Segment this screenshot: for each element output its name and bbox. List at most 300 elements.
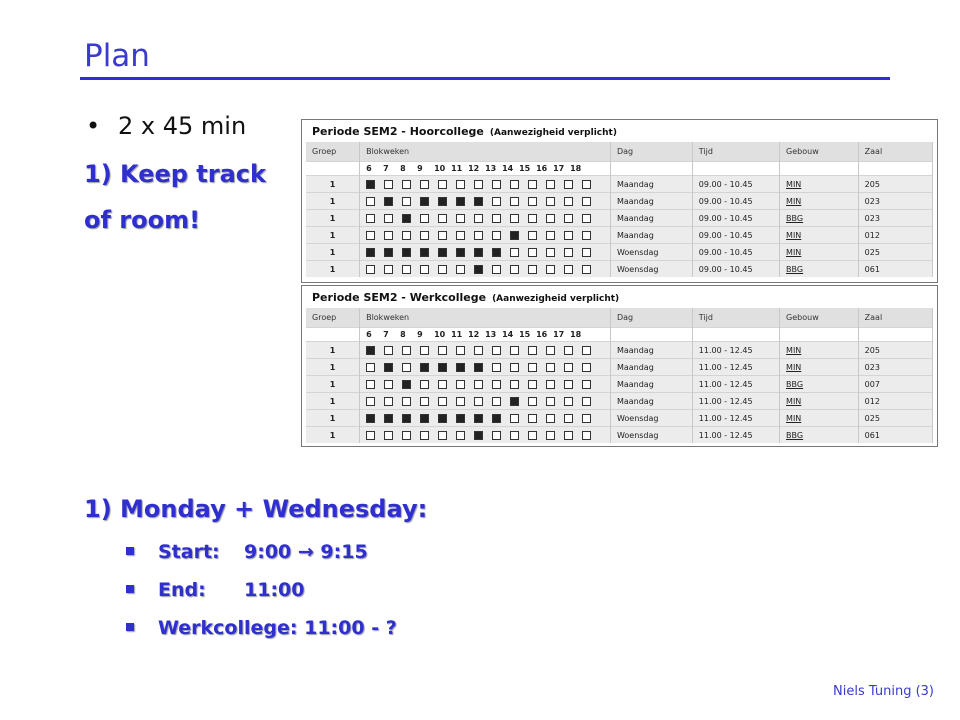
table-row	[306, 193, 933, 210]
week-checkbox[interactable]	[582, 346, 591, 355]
week-checkboxes	[360, 176, 611, 193]
week-checkbox[interactable]	[546, 414, 555, 423]
week-checkbox[interactable]	[582, 397, 591, 406]
table-row	[306, 176, 933, 193]
gebouw-cell[interactable]: BBG	[780, 376, 859, 393]
week-checkbox[interactable]	[510, 346, 519, 355]
sub-item-value: 11:00	[244, 579, 305, 601]
week-checkbox[interactable]	[402, 197, 411, 206]
column-header: Groep	[306, 308, 360, 328]
week-checkbox[interactable]	[528, 380, 537, 389]
week-checkbox[interactable]	[402, 397, 411, 406]
week-checkbox[interactable]	[402, 431, 411, 440]
week-checkbox[interactable]	[420, 346, 429, 355]
table-row	[306, 359, 933, 376]
week-checkboxes	[360, 193, 611, 210]
week-checkbox[interactable]	[456, 414, 465, 423]
week-checkbox[interactable]	[384, 380, 393, 389]
week-checkbox[interactable]	[510, 197, 519, 206]
week-checkbox[interactable]	[492, 231, 501, 240]
week-number: 9	[417, 164, 423, 173]
dag-cell: Maandag	[610, 376, 692, 393]
week-checkboxes	[360, 393, 611, 410]
week-checkbox[interactable]	[366, 431, 375, 440]
week-checkbox[interactable]	[366, 397, 375, 406]
week-number: 14	[502, 164, 514, 173]
week-checkbox[interactable]	[402, 380, 411, 389]
week-checkbox[interactable]	[528, 214, 537, 223]
group-cell: 1	[306, 244, 360, 261]
group-cell: 1	[306, 427, 360, 444]
week-checkbox[interactable]	[528, 397, 537, 406]
column-header: Blokweken	[360, 308, 611, 328]
table-heading-text: Periode SEM2 - Werkcollege	[312, 291, 487, 304]
table-row	[306, 427, 933, 444]
table-row	[306, 342, 933, 359]
weeks-spacer	[610, 162, 692, 176]
group-cell: 1	[306, 393, 360, 410]
header-row	[306, 142, 933, 162]
sub-item-value: Werkcollege: 11:00 - ?	[158, 617, 397, 639]
week-checkbox[interactable]	[582, 180, 591, 189]
week-checkbox[interactable]	[510, 380, 519, 389]
footer-author-page: Niels Tuning (3)	[833, 684, 934, 699]
week-checkbox[interactable]	[456, 363, 465, 372]
week-checkbox[interactable]	[582, 363, 591, 372]
week-checkbox[interactable]	[474, 346, 483, 355]
gebouw-cell[interactable]: MIN	[780, 227, 859, 244]
week-checkboxes	[360, 244, 611, 261]
sub-item-start	[126, 541, 368, 563]
weeks-spacer	[692, 328, 779, 342]
week-checkbox[interactable]	[456, 346, 465, 355]
dag-cell: Woensdag	[610, 427, 692, 444]
tijd-cell: 09.00 - 10.45	[692, 261, 779, 278]
week-checkbox[interactable]	[528, 180, 537, 189]
week-number: 6	[366, 164, 372, 173]
week-checkbox[interactable]	[420, 180, 429, 189]
week-checkbox[interactable]	[510, 248, 519, 257]
dag-cell: Maandag	[610, 342, 692, 359]
gebouw-cell[interactable]: MIN	[780, 359, 859, 376]
week-checkbox[interactable]	[528, 346, 537, 355]
week-checkbox[interactable]	[474, 214, 483, 223]
weeks-row	[306, 328, 933, 342]
column-header: Zaal	[858, 308, 932, 328]
week-checkbox[interactable]	[528, 363, 537, 372]
sub-item-key: Start:	[158, 541, 220, 563]
schedule-table-werkcollege	[306, 290, 933, 442]
week-checkbox[interactable]	[438, 231, 447, 240]
week-checkbox[interactable]	[456, 265, 465, 274]
week-checkbox[interactable]	[510, 265, 519, 274]
column-header: Tijd	[692, 142, 779, 162]
schedule-panel-hoorcollege	[301, 119, 938, 283]
table-heading	[306, 124, 933, 142]
week-number: 15	[519, 164, 531, 173]
week-checkbox[interactable]	[492, 363, 501, 372]
week-number: 13	[485, 164, 497, 173]
gebouw-cell[interactable]: MIN	[780, 393, 859, 410]
zaal-cell: 007	[858, 376, 932, 393]
week-checkbox[interactable]	[384, 414, 393, 423]
week-checkbox[interactable]	[492, 248, 501, 257]
week-checkbox[interactable]	[546, 231, 555, 240]
week-checkbox[interactable]	[456, 397, 465, 406]
weeks-spacer	[858, 162, 932, 176]
tijd-cell: 09.00 - 10.45	[692, 193, 779, 210]
tijd-cell: 11.00 - 12.45	[692, 427, 779, 444]
week-checkbox[interactable]	[510, 431, 519, 440]
dag-cell: Maandag	[610, 393, 692, 410]
week-checkbox[interactable]	[384, 180, 393, 189]
week-checkbox[interactable]	[474, 231, 483, 240]
week-checkbox[interactable]	[492, 197, 501, 206]
week-checkbox[interactable]	[546, 363, 555, 372]
week-checkbox[interactable]	[564, 265, 573, 274]
week-checkbox[interactable]	[384, 397, 393, 406]
week-checkbox[interactable]	[420, 363, 429, 372]
week-checkbox[interactable]	[420, 214, 429, 223]
week-checkbox[interactable]	[420, 231, 429, 240]
week-checkbox[interactable]	[456, 380, 465, 389]
week-checkboxes	[360, 359, 611, 376]
week-checkbox[interactable]	[420, 248, 429, 257]
group-cell: 1	[306, 210, 360, 227]
gebouw-cell[interactable]: MIN	[780, 342, 859, 359]
gebouw-cell[interactable]: BBG	[780, 427, 859, 444]
week-numbers	[360, 162, 611, 176]
week-checkbox[interactable]	[384, 363, 393, 372]
week-checkbox[interactable]	[474, 431, 483, 440]
sub-item-end	[126, 579, 304, 601]
week-numbers	[360, 328, 611, 342]
week-checkbox[interactable]	[474, 380, 483, 389]
week-number: 17	[553, 330, 565, 339]
week-number: 12	[468, 330, 480, 339]
zaal-cell: 025	[858, 410, 932, 427]
week-checkbox[interactable]	[564, 248, 573, 257]
week-checkbox[interactable]	[492, 414, 501, 423]
week-checkbox[interactable]	[564, 214, 573, 223]
week-number: 18	[570, 164, 582, 173]
zaal-cell: 205	[858, 176, 932, 193]
week-checkbox[interactable]	[438, 197, 447, 206]
week-checkbox[interactable]	[402, 265, 411, 274]
week-checkboxes	[360, 227, 611, 244]
zaal-cell: 025	[858, 244, 932, 261]
week-checkbox[interactable]	[474, 180, 483, 189]
tijd-cell: 09.00 - 10.45	[692, 176, 779, 193]
week-checkbox[interactable]	[564, 180, 573, 189]
week-checkbox[interactable]	[492, 265, 501, 274]
week-checkbox[interactable]	[438, 431, 447, 440]
week-number: 18	[570, 330, 582, 339]
week-checkbox[interactable]	[420, 380, 429, 389]
weeks-spacer	[858, 328, 932, 342]
week-checkbox[interactable]	[456, 197, 465, 206]
week-checkbox[interactable]	[366, 214, 375, 223]
week-checkbox[interactable]	[366, 248, 375, 257]
week-checkbox[interactable]	[564, 197, 573, 206]
week-checkbox[interactable]	[384, 197, 393, 206]
column-header: Blokweken	[360, 142, 611, 162]
column-header: Tijd	[692, 308, 779, 328]
week-checkbox[interactable]	[546, 397, 555, 406]
week-checkbox[interactable]	[384, 346, 393, 355]
group-cell: 1	[306, 193, 360, 210]
week-checkbox[interactable]	[420, 397, 429, 406]
week-checkbox[interactable]	[366, 180, 375, 189]
week-checkboxes	[360, 261, 611, 278]
week-checkbox[interactable]	[492, 431, 501, 440]
week-number: 12	[468, 164, 480, 173]
week-checkbox[interactable]	[438, 363, 447, 372]
tijd-cell: 11.00 - 12.45	[692, 393, 779, 410]
column-header: Zaal	[858, 142, 932, 162]
week-checkbox[interactable]	[510, 180, 519, 189]
week-checkbox[interactable]	[546, 248, 555, 257]
weeks-spacer	[780, 162, 859, 176]
schedule-panel-werkcollege	[301, 285, 938, 447]
gebouw-cell[interactable]: MIN	[780, 410, 859, 427]
week-checkboxes	[360, 210, 611, 227]
group-cell: 1	[306, 410, 360, 427]
week-checkbox[interactable]	[474, 265, 483, 274]
week-checkbox[interactable]	[528, 265, 537, 274]
week-checkbox[interactable]	[384, 214, 393, 223]
week-checkbox[interactable]	[366, 346, 375, 355]
week-checkbox[interactable]	[438, 180, 447, 189]
weeks-row	[306, 162, 933, 176]
week-checkbox[interactable]	[546, 197, 555, 206]
schedule-grid	[306, 308, 933, 443]
week-checkbox[interactable]	[438, 380, 447, 389]
week-checkbox[interactable]	[492, 346, 501, 355]
week-checkbox[interactable]	[456, 431, 465, 440]
bullet-dot: •	[86, 112, 101, 140]
week-checkbox[interactable]	[402, 180, 411, 189]
week-checkbox[interactable]	[438, 248, 447, 257]
column-header: Gebouw	[780, 308, 859, 328]
table-row	[306, 376, 933, 393]
week-checkbox[interactable]	[456, 231, 465, 240]
week-number: 10	[434, 330, 446, 339]
week-checkbox[interactable]	[402, 346, 411, 355]
attendance-note: (Aanwezigheid verplicht)	[492, 294, 620, 304]
week-number: 7	[383, 330, 389, 339]
table-row	[306, 210, 933, 227]
week-checkbox[interactable]	[546, 346, 555, 355]
week-checkbox[interactable]	[510, 214, 519, 223]
week-checkbox[interactable]	[438, 346, 447, 355]
week-checkbox[interactable]	[528, 248, 537, 257]
item-keep-track-line1: 1) Keep track	[84, 160, 266, 188]
week-checkbox[interactable]	[366, 265, 375, 274]
zaal-cell: 205	[858, 342, 932, 359]
week-checkbox[interactable]	[456, 248, 465, 257]
group-cell: 1	[306, 342, 360, 359]
week-checkbox[interactable]	[474, 248, 483, 257]
week-checkboxes	[360, 342, 611, 359]
week-checkbox[interactable]	[510, 231, 519, 240]
square-bullet-icon	[126, 585, 134, 593]
week-checkbox[interactable]	[546, 380, 555, 389]
week-checkbox[interactable]	[528, 231, 537, 240]
week-checkbox[interactable]	[474, 397, 483, 406]
square-bullet-icon	[126, 623, 134, 631]
zaal-cell: 023	[858, 210, 932, 227]
bullet-duration	[86, 112, 246, 140]
tijd-cell: 11.00 - 12.45	[692, 410, 779, 427]
schedule-table-hoorcollege	[306, 124, 933, 278]
week-checkbox[interactable]	[420, 431, 429, 440]
sub-item-value: 9:00 → 9:15	[244, 541, 368, 563]
gebouw-cell[interactable]: MIN	[780, 244, 859, 261]
week-checkbox[interactable]	[474, 414, 483, 423]
weeks-spacer	[610, 328, 692, 342]
week-checkbox[interactable]	[564, 414, 573, 423]
week-number: 17	[553, 164, 565, 173]
week-checkbox[interactable]	[438, 265, 447, 274]
week-checkbox[interactable]	[564, 231, 573, 240]
week-checkbox[interactable]	[546, 431, 555, 440]
header-row	[306, 308, 933, 328]
week-number: 14	[502, 330, 514, 339]
week-checkbox[interactable]	[384, 265, 393, 274]
week-checkbox[interactable]	[492, 214, 501, 223]
week-checkbox[interactable]	[402, 214, 411, 223]
group-cell: 1	[306, 261, 360, 278]
week-checkbox[interactable]	[582, 431, 591, 440]
week-checkbox[interactable]	[492, 380, 501, 389]
week-checkbox[interactable]	[366, 380, 375, 389]
column-header: Dag	[610, 142, 692, 162]
table-row	[306, 393, 933, 410]
week-checkbox[interactable]	[528, 431, 537, 440]
week-checkbox[interactable]	[474, 197, 483, 206]
group-cell: 1	[306, 376, 360, 393]
group-cell: 1	[306, 227, 360, 244]
gebouw-cell[interactable]: MIN	[780, 176, 859, 193]
weeks-spacer	[306, 162, 360, 176]
tijd-cell: 09.00 - 10.45	[692, 210, 779, 227]
week-checkbox[interactable]	[366, 414, 375, 423]
week-checkbox[interactable]	[438, 214, 447, 223]
week-checkbox[interactable]	[582, 414, 591, 423]
table-row	[306, 261, 933, 278]
week-checkbox[interactable]	[402, 363, 411, 372]
week-checkboxes	[360, 376, 611, 393]
table-row	[306, 244, 933, 261]
week-checkbox[interactable]	[492, 397, 501, 406]
week-checkbox[interactable]	[564, 363, 573, 372]
week-checkbox[interactable]	[438, 414, 447, 423]
week-checkbox[interactable]	[384, 431, 393, 440]
tijd-cell: 09.00 - 10.45	[692, 227, 779, 244]
title-underline	[80, 77, 890, 80]
week-number: 7	[383, 164, 389, 173]
week-number: 11	[451, 164, 463, 173]
gebouw-cell[interactable]: BBG	[780, 261, 859, 278]
tijd-cell: 11.00 - 12.45	[692, 359, 779, 376]
tijd-cell: 09.00 - 10.45	[692, 244, 779, 261]
week-checkboxes	[360, 427, 611, 444]
weeks-spacer	[780, 328, 859, 342]
zaal-cell: 012	[858, 227, 932, 244]
week-checkbox[interactable]	[438, 397, 447, 406]
bullet-duration-text: 2 x 45 min	[118, 112, 247, 140]
zaal-cell: 061	[858, 261, 932, 278]
sub-item-key: End:	[158, 579, 206, 601]
week-checkbox[interactable]	[366, 231, 375, 240]
column-header: Dag	[610, 308, 692, 328]
zaal-cell: 023	[858, 359, 932, 376]
slide-title: Plan	[84, 38, 150, 74]
gebouw-cell[interactable]: MIN	[780, 193, 859, 210]
week-number: 10	[434, 164, 446, 173]
attendance-note: (Aanwezigheid verplicht)	[489, 128, 617, 138]
week-checkbox[interactable]	[384, 231, 393, 240]
column-header: Groep	[306, 142, 360, 162]
week-checkbox[interactable]	[528, 197, 537, 206]
dag-cell: Maandag	[610, 176, 692, 193]
week-number: 11	[451, 330, 463, 339]
table-row	[306, 227, 933, 244]
week-checkbox[interactable]	[402, 414, 411, 423]
week-checkbox[interactable]	[564, 380, 573, 389]
week-checkbox[interactable]	[420, 414, 429, 423]
week-checkbox[interactable]	[402, 248, 411, 257]
week-checkbox[interactable]	[582, 214, 591, 223]
week-checkbox[interactable]	[582, 197, 591, 206]
week-checkbox[interactable]	[546, 214, 555, 223]
week-checkbox[interactable]	[510, 397, 519, 406]
week-checkbox[interactable]	[528, 414, 537, 423]
week-checkbox[interactable]	[582, 231, 591, 240]
week-checkbox[interactable]	[546, 265, 555, 274]
week-checkbox[interactable]	[546, 180, 555, 189]
item-monday-wednesday: 1) Monday + Wednesday:	[84, 495, 428, 523]
week-checkbox[interactable]	[366, 197, 375, 206]
week-checkbox[interactable]	[564, 431, 573, 440]
week-checkbox[interactable]	[564, 397, 573, 406]
week-checkbox[interactable]	[582, 248, 591, 257]
week-checkbox[interactable]	[582, 380, 591, 389]
week-checkbox[interactable]	[510, 414, 519, 423]
schedule-grid	[306, 142, 933, 277]
week-checkbox[interactable]	[420, 197, 429, 206]
week-number: 8	[400, 330, 406, 339]
weeks-spacer	[306, 328, 360, 342]
week-checkbox[interactable]	[384, 248, 393, 257]
week-checkbox[interactable]	[402, 231, 411, 240]
week-number: 16	[536, 164, 548, 173]
week-checkbox[interactable]	[564, 346, 573, 355]
week-checkbox[interactable]	[582, 265, 591, 274]
week-checkbox[interactable]	[366, 363, 375, 372]
gebouw-cell[interactable]: BBG	[780, 210, 859, 227]
week-checkbox[interactable]	[492, 180, 501, 189]
zaal-cell: 061	[858, 427, 932, 444]
week-checkbox[interactable]	[474, 363, 483, 372]
dag-cell: Woensdag	[610, 261, 692, 278]
week-checkbox[interactable]	[456, 214, 465, 223]
week-checkbox[interactable]	[420, 265, 429, 274]
group-cell: 1	[306, 176, 360, 193]
week-checkbox[interactable]	[456, 180, 465, 189]
week-checkbox[interactable]	[510, 363, 519, 372]
